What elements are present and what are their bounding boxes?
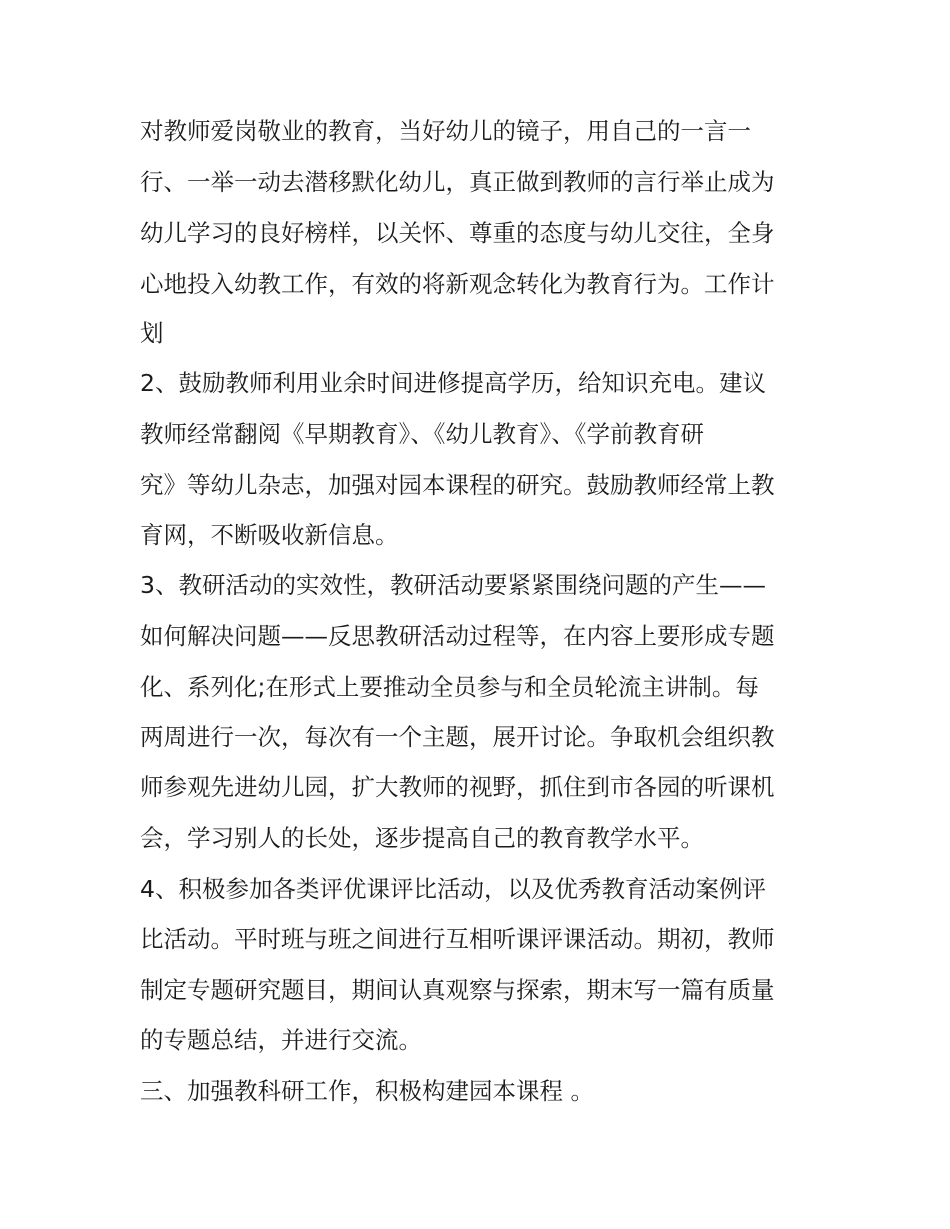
text-line: 三、加强教科研工作，积极构建园本课程 。 <box>140 1077 594 1105</box>
text-line: 心地投入幼教工作，有效的将新观念转化为教育行为。工作计 <box>140 270 775 298</box>
text-line: 教师经常翻阅《早期教育》、《幼儿教育》、《学前教育研 <box>140 420 704 448</box>
text-line: 行、一举一动去潜移默化幼儿，真正做到教师的言行举止成为 <box>140 168 775 196</box>
text-line: 化、系列化;在形式上要推动全员参与和全员轮流主讲制。每 <box>140 673 759 701</box>
text-line: 幼儿学习的良好榜样，以关怀、尊重的态度与幼儿交往，全身 <box>140 219 775 247</box>
text-line: 2、鼓励教师利用业余时间进修提高学历，给知识充电。建议 <box>140 369 766 397</box>
text-line: 两周进行一次，每次有一个主题，展开讨论。争取机会组织教 <box>140 723 775 751</box>
text-line: 制定专题研究题目，期间认真观察与探索，期末写一篇有质量 <box>140 976 775 1004</box>
text-line: 育网，不断吸收新信息。 <box>140 521 399 549</box>
text-line: 会，学习别人的长处，逐步提高自己的教育教学水平。 <box>140 824 704 852</box>
text-line: 的专题总结，并进行交流。 <box>140 1026 422 1054</box>
text-line: 对教师爱岗敬业的教育，当好幼儿的镜子，用自己的一言一 <box>140 117 751 145</box>
text-line: 如何解决问题——反思教研活动过程等，在内容上要形成专题 <box>140 622 775 650</box>
text-line: 师参观先进幼儿园，扩大教师的视野，抓住到市各园的听课机 <box>140 773 775 801</box>
text-line: 划 <box>140 319 164 347</box>
text-line: 究》等幼儿杂志，加强对园本课程的研究。鼓励教师经常上教 <box>140 471 775 499</box>
text-line: 4、积极参加各类评优课评比活动，以及优秀教育活动案例评 <box>140 875 766 903</box>
text-line: 3、教研活动的实效性，教研活动要紧紧围绕问题的产生—— <box>140 571 766 599</box>
text-line: 比活动。平时班与班之间进行互相听课评课活动。期初，教师 <box>140 925 775 953</box>
